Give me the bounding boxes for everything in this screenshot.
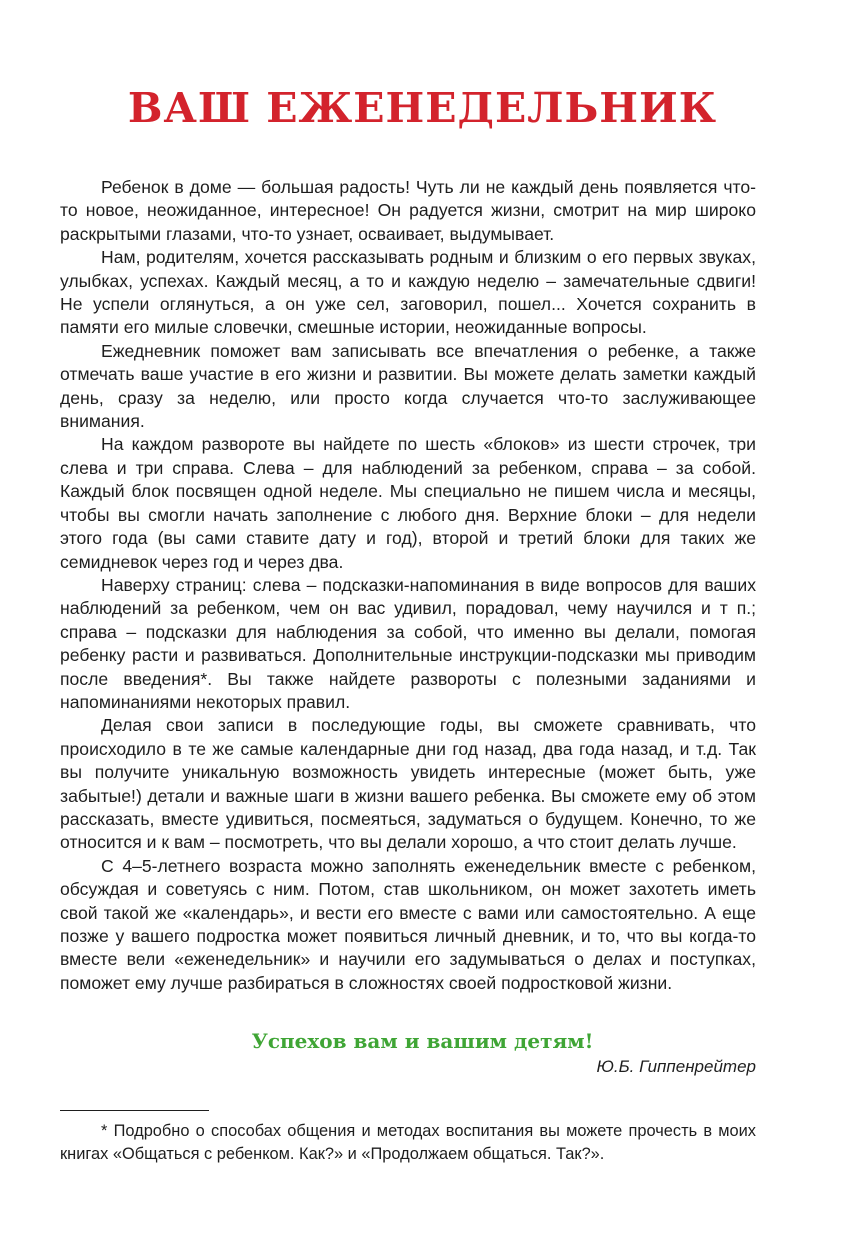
paragraph: Ребенок в доме — большая радость! Чуть ли не каждый день появляется что-то новое, неожиданное, интересное! Он радуется жизни, смотрит на мир широко раскрытыми глазами, что-то узнает, осваивает, выдумывает. (60, 177, 756, 244)
page-title: ВАШ ЕЖЕНЕДЕЛЬНИК (127, 84, 718, 132)
author-signature: Ю.Б. Гиппенрейтер (596, 1057, 756, 1076)
paragraph: На каждом развороте вы найдете по шесть «блоков» из шести строчек, три слева и три справа. Слева – для наблюдений за ребенком, справа – за собой. Каждый блок посвящен одной неделе. Мы специально не пишем числа и месяцы, чтобы вы смогли начать заполнение с любого дня. Верхние блоки – для недели этого года (вы сами ставите дату и год), второй и третий блоки для таких же семидневок через год и через два. (60, 434, 756, 572)
paragraph: С 4–5-летнего возраста можно заполнять еженедельник вместе с ребенком, обсуждая и советуясь с ним. Потом, став школьником, он может захотеть иметь свой такой же «календарь», и вести его вместе с вами или самостоятельно. А еще позже у вашего подростка может появиться личный дневник, и то, что вы когда-то вместе вели «еженедельник» и научили его задумываться о делах и поступках, поможет ему лучше разбираться в сложностях своей подростковой жизни. (60, 855, 756, 993)
closing-wish: Успехов вам и вашим детям! (251, 1029, 594, 1053)
intro-text (60, 176, 756, 995)
paragraph: Ежедневник поможет вам записывать все впечатления о ребенке, а также отмечать ваше участие в его жизни и развитии. Вы можете делать заметки каждый день, сразу за неделю, или просто когда случается что-то заслуживающее внимания. (60, 340, 756, 432)
footnote-divider (60, 1110, 209, 1111)
paragraph: Наверху страниц: слева – подсказки-напоминания в виде вопросов для ваших наблюдений за ребенком, чем он вас удивил, порадовал, чему научился и т п.; справа – подсказки для наблюдения за собой, что именно вы делали, помогая ребенку расти и развиваться. Дополнительные инструкции-подсказки мы приводим после введения*. Вы также найдете развороты с полезными заданиями и напоминаниями некоторых правил. (60, 574, 756, 712)
footnote: * Подробно о способах общения и методах воспитания вы можете прочесть в моих книгах «Общаться с ребенком. Как?» и «Продолжаем общаться. Так?». (60, 1122, 756, 1163)
paragraph: Нам, родителям, хочется рассказывать родным и близким о его первых звуках, улыбках, успехах. Каждый месяц, а то и каждую неделю – замечательные сдвиги! Не успели оглянуться, а он уже сел, заговорил, пошел... Хочется сохранить в памяти его милые словечки, смешные истории, неожиданные вопросы. (60, 247, 756, 338)
paragraph: Делая свои записи в последующие годы, вы сможете сравнивать, что происходило в те же самые календарные дни год назад, два года назад, и т.д. Так вы получите уникальную возможность увидеть интересные (может быть, уже забытые!) детали и важные шаги в жизни вашего ребенка. Вы сможете ему об этом рассказать, вместе удивиться, посмеяться, задуматься о будущем. Конечно, то же относится и к вам – посмотреть, что вы делали хорошо, а что стоит делать лучше. (60, 715, 756, 853)
